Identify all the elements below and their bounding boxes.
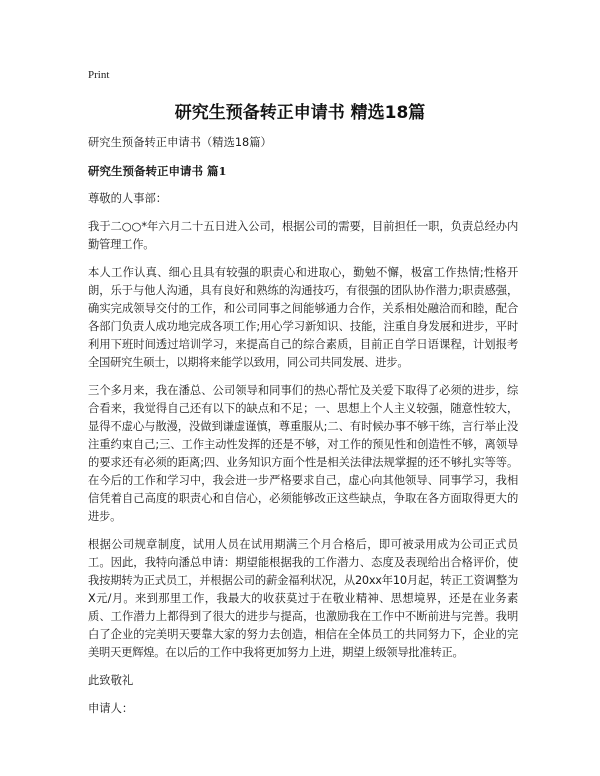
paragraph-request: 根据公司规章制度，试用人员在试用期满三个月合格后，即可被录用成为公司正式员工。因此，我特向潘总申请：期望能根据我的工作潜力、态度及表现给出合格评价，使我按期转为正式员工，并根据公司的薪金福利状况，从20xx年10月起，转正工资调整为X元/月。来到那里工作，我最大的收获莫过于在敬业精神、思想境界，还是在业务素质、工作潜力上都得到了很大的进步与提高，也激励我在工作中不断前进与完善。我明白了企业的完美明天要靠大家的努力去创造，相信在全体员工的共同努力下，企业的完美明天更辉煌。在以后的工作中我将更加努力上进，期望上级领导批准转正。 — [88, 538, 518, 659]
closing-line: 此致敬礼 — [88, 674, 134, 687]
signature-line: 申请人： — [88, 702, 134, 715]
page-title: 研究生预备转正申请书 精选18篇 — [174, 103, 426, 123]
paragraph-self-assessment: 本人工作认真、细心且具有较强的职责心和进取心，勤勉不懈，极富工作热情;性格开朗，乐于与他人沟通，具有良好和熟练的沟通技巧，有很强的团队协作潜力;职责感强，确实完成领导交付的工作，和公司同事之间能够通力合作，关系相处融洽而和睦，配合各部门负责人成功地完成各项工作;用心学习新知识、技能，注重自身发展和进步，平时利用下班时间透过培训学习，来提高自己的综合素质，目前正自学日语课程，计划报考全国研究生硕士，以期将来能学以致用，同公司共同发展、进步。 — [88, 266, 518, 369]
paragraph-shortcomings: 三个多月来，我在潘总、公司领导和同事们的热心帮忙及关爱下取得了必须的进步，综合看来，我觉得自己还有以下的缺点和不足；一、思想上个人主义较强，随意性较大，显得不虚心与散漫，没做到谦虚谨慎，尊重服从;二、有时候办事不够干练，言行举止没注重约束自己;三、工作主动性发挥的还是不够，对工作的预见性和创造性不够，离领导的要求还有必须的距离;四、业务知识方面个性是相关法律法规掌握的还不够扎实等等。在今后的工作和学习中，我会进一步严格要求自己，虚心向其他领导、同事学习，我相信凭着自己高度的职责心和自信心，必须能够改正这些缺点，争取在各方面取得更大的进步。 — [88, 384, 518, 523]
print-link[interactable]: Print — [88, 69, 110, 81]
section-heading: 研究生预备转正申请书 篇1 — [88, 164, 227, 178]
paragraph-intro: 我于二○○*年六月二十五日进入公司，根据公司的需要，目前担任一职，负责总经办内勤管理工作。 — [88, 220, 518, 251]
document-subtitle: 研究生预备转正申请书（精选18篇） — [88, 136, 272, 149]
document-body — [88, 134, 518, 718]
salutation: 尊敬的人事部： — [88, 192, 168, 205]
